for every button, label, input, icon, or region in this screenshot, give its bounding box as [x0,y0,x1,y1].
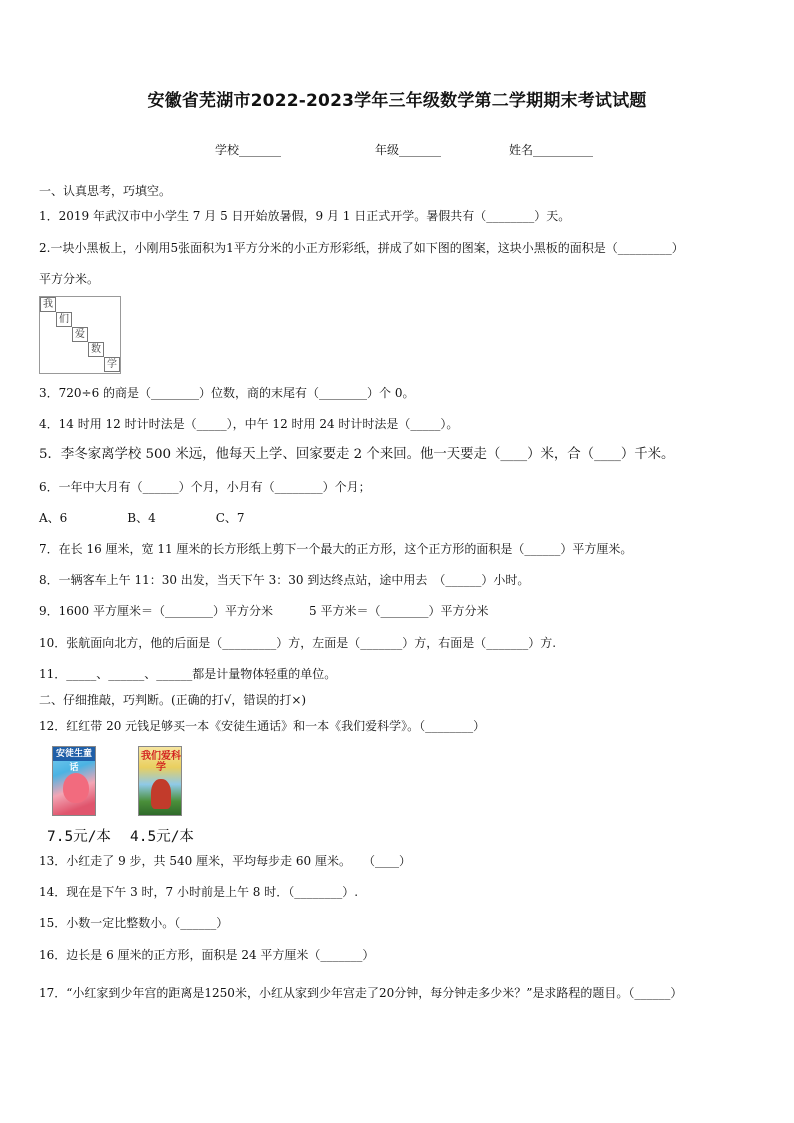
section-2-heading: 二、仔细推敲，巧判断。(正确的打√，错误的打×) [39,693,307,707]
grid-cell: 数 [88,342,104,357]
grid-cell: 我 [40,297,56,312]
section-1-heading: 一、认真思考，巧填空。 [39,184,172,198]
book-cover-andersen [52,746,96,816]
staircase-grid-figure [39,296,121,374]
price-book-2: 4.5元/本 [130,829,194,845]
question-14: 14．现在是下午 3 时，7 小时前是上午 8 时．（________）. [39,885,359,899]
grade-field[interactable]: 年级_______ [375,143,442,157]
grid-cell: 爱 [72,327,88,342]
question-11: 11．_____、______、______都是计量物体轻重的单位。 [39,667,337,681]
question-16: 16．边长是 6 厘米的正方形，面积是 24 平方厘米（_______） [39,948,375,962]
grid-cell: 学 [104,357,120,372]
question-8: 8．一辆客车上午 11：30 出发，当天下午 3：30 到达终点站，途中用去 （______）小时。 [39,573,530,587]
student-info-fields [0,141,794,159]
book-cover-title: 我们爱科学 [141,751,181,773]
question-15: 15．小数一定比整数小。（______） [39,916,229,930]
question-6-options: A、6 B、4 C、7 [39,511,245,525]
question-3: 3．720÷6 的商是（________）位数，商的末尾有（________）个 0。 [39,386,415,400]
question-7: 7．在长 16 厘米，宽 11 厘米的长方形纸上剪下一个最大的正方形，这个正方形的面积是（______）平方厘米。 [39,542,633,556]
school-field[interactable]: 学校_______ [215,143,282,157]
question-4: 4．14 时用 12 时计时法是（_____），中午 12 时用 24 时计时法是（_____）。 [39,417,459,431]
name-field[interactable]: 姓名__________ [509,143,594,157]
question-5: 5．李冬家离学校 500 米远，他每天上学、回家要走 2 个来回。他一天要走（____）米，合（____）千米。 [39,447,675,462]
question-6: 6．一年中大月有（______）个月，小月有（________）个月； [39,480,371,494]
question-13: 13．小红走了 9 步，共 540 厘米，平均每步走 60 厘米。 （____） [39,854,411,868]
question-17: 17．“小红家到少年宫的距离是1250米，小红从家到少年宫走了20分钟，每分钟走多少米？”是求路程的题目。（______） [39,986,683,1000]
question-10: 10．张航面向北方，他的后面是（_________）方，左面是（_______）方，右面是（_______）方. [39,636,557,650]
question-2-line-1: 2.一块小黑板上，小刚用5张面积为1平方分米的小正方形彩纸，拼成了如下图的图案，这块小黑板的面积是（_________） [39,241,684,255]
question-2-line-2: 平方分米。 [39,272,100,286]
book-cover-title: 安徒生童话 [53,747,95,761]
price-book-1: 7.5元/本 [47,829,111,845]
figure-illustration [151,779,171,809]
question-1: 1．2019 年武汉市中小学生 7 月 5 日开始放暑假，9 月 1 日正式开学。暑假共有（________）天。 [39,209,571,223]
grid-cell: 们 [56,312,72,327]
heart-illustration [63,773,89,803]
page-title: 安徽省芜湖市2022-2023学年三年级数学第二学期期末考试试题 [147,91,647,111]
book-cover-science [138,746,182,816]
question-9: 9．1600 平方厘米＝（________）平方分米 5 平方米＝（________）平方分米 [39,604,489,618]
question-12: 12．红红带 20 元钱足够买一本《安徒生通话》和一本《我们爱科学》。（________） [39,719,486,733]
